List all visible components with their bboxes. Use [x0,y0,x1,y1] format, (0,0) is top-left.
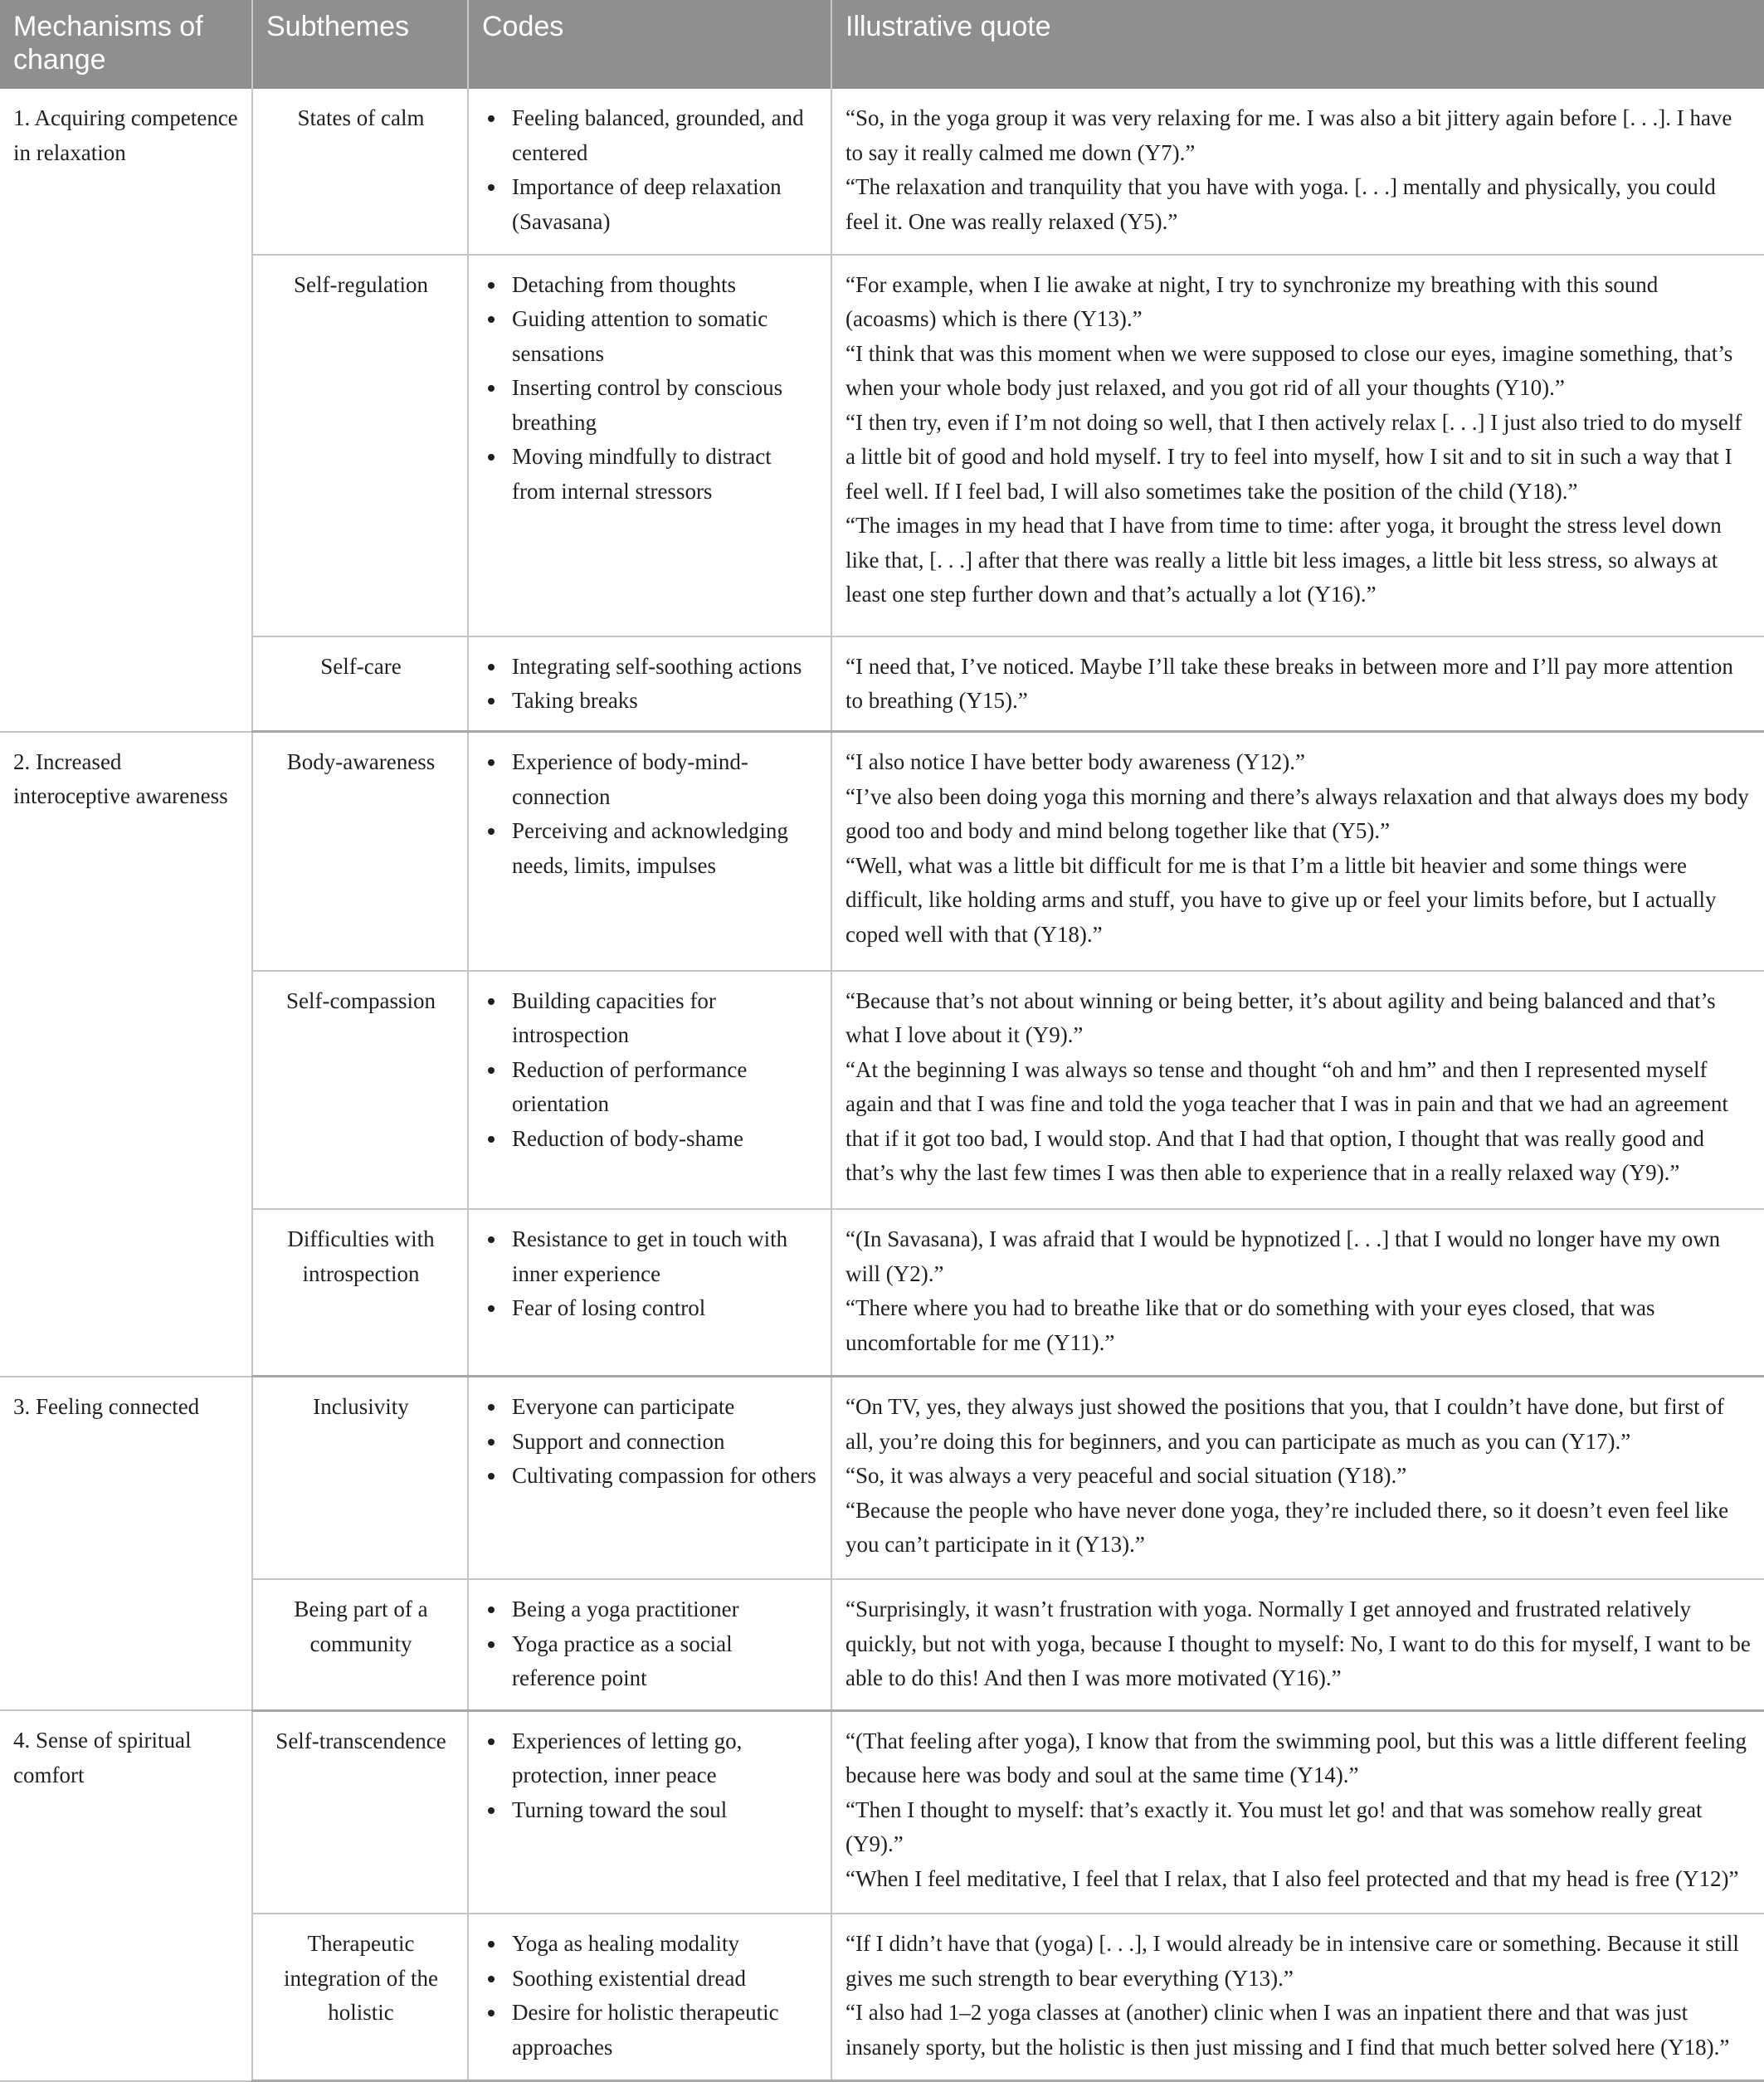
mechanism-cell: 1. Acquiring competence in relaxation [0,89,252,732]
quote-text: “I also notice I have better body awareness (Y12).” [845,749,1306,775]
quote-text: “(That feeling after yoga), I know that from the swimming pool, but this was a little different feeling because here was body and soul at the same time (Y14).” [845,1728,1747,1788]
code-item: Reduction of body-shame [482,1122,819,1157]
quote-text: “Because that’s not about winning or being better, it’s about agility and being balanced and that’s what I love about it (Y9).” [845,987,1716,1048]
code-item: Moving mindfully to distract from internal stressors [482,440,819,509]
table-body [0,89,1764,2081]
table-row [0,1377,1764,1580]
codes-list [482,268,819,510]
table-row [0,1914,1764,2081]
codes-cell [468,732,831,971]
codes-list [482,1724,819,1828]
subtheme-cell: Difficulties with introspection [252,1209,468,1376]
quote-cell [831,255,1764,636]
code-item: Resistance to get in touch with inner experience [482,1222,819,1291]
header-quote: Illustrative quote [831,0,1764,89]
quote-text: “So, it was always a very peaceful and social situation (Y18).” [845,1463,1407,1489]
quote-text: “At the beginning I was always so tense and thought “oh and hm” and then I represented myself again and that I was fine and told the yoga teacher that I was in pain and that we had an agreement that if it got too bad, I would stop. And that I had that option, I thought that was really good and that’s why the last few times I was then able to experience that in a really relaxed way (Y9).” [845,1056,1728,1186]
table-row [0,1710,1764,1914]
subtheme-cell: Self-care [252,636,468,732]
code-item: Everyone can participate [482,1390,819,1425]
table-row [0,1579,1764,1710]
code-item: Being a yoga practitioner [482,1592,819,1627]
quote-cell [831,732,1764,971]
quote-text: “The images in my head that I have from time to time: after yoga, it brought the stress level down like that, [. . .] after that there was really a little bit less images, a little bit less stress, so always at least one step further down and that’s actually a lot (Y16).” [845,513,1722,607]
quote-text: “For example, when I lie awake at night, I try to synchronize my breathing with this sound (acoasms) which is there (Y13).” [845,271,1659,332]
codes-list [482,745,819,883]
code-item: Turning toward the soul [482,1793,819,1828]
code-item: Experience of body-mind-connection [482,745,819,814]
quote-cell [831,1209,1764,1376]
quote-text: “Well, what was a little bit difficult for me is that I’m a little bit heavier and some things were difficult, like holding arms and stuff, you have to give up or feel your limits before, but I actually coped well with that (Y18).” [845,852,1717,947]
table-row [0,971,1764,1209]
quote-text: “I think that was this moment when we were supposed to close our eyes, imagine something, that’s when your whole body just relaxed, and you got rid of all your thoughts (Y10).” [845,340,1733,401]
subtheme-cell: Being part of a community [252,1579,468,1710]
code-item: Reduction of performance orientation [482,1053,819,1122]
code-item: Fear of losing control [482,1291,819,1326]
mechanism-cell: 3. Feeling connected [0,1377,252,1711]
table-row [0,636,1764,732]
codes-cell [468,89,831,255]
code-item: Taking breaks [482,684,819,719]
code-item: Building capacities for introspection [482,984,819,1053]
quote-cell [831,636,1764,732]
subtheme-cell: Self-compassion [252,971,468,1209]
mechanism-cell: 2. Increased interoceptive awareness [0,732,252,1377]
code-item: Importance of deep relaxation (Savasana) [482,170,819,239]
table-row [0,255,1764,636]
code-item: Integrating self-soothing actions [482,650,819,685]
quote-text: “When I feel meditative, I feel that I relax, that I also feel protected and that my head is free (Y12)” [845,1865,1739,1891]
quote-cell [831,1914,1764,2081]
header-mechanisms: Mechanisms of change [0,0,252,89]
quote-text: “I need that, I’ve noticed. Maybe I’ll take these breaks in between more and I’ll pay more attention to breathing (Y15).” [845,653,1733,714]
codes-list [482,650,819,719]
code-item: Guiding attention to somatic sensations [482,302,819,371]
quote-text: “(In Savasana), I was afraid that I would be hypnotized [. . .] that I would no longer have my own will (Y2).” [845,1226,1721,1286]
quote-text: “So, in the yoga group it was very relaxing for me. I was also a bit jittery again before [. . .]. I have to say it really calmed me down (Y7).” [845,105,1732,165]
quote-text: “Because the people who have never done yoga, they’re included there, so it doesn’t even feel like you can’t participate in it (Y13).” [845,1497,1729,1558]
quote-text: “Then I thought to myself: that’s exactly it. You must let go! and that was somehow really great (Y9).” [845,1797,1703,1857]
codes-cell [468,1710,831,1914]
code-item: Yoga as healing modality [482,1927,819,1962]
code-item: Detaching from thoughts [482,268,819,303]
quote-text: “The relaxation and tranquility that you have with yoga. [. . .] mentally and physically, you could feel it. One was really relaxed (Y5).” [845,174,1716,234]
subtheme-cell: Body-awareness [252,732,468,971]
quote-text: “Surprisingly, it wasn’t frustration with yoga. Normally I get annoyed and frustrated relatively quickly, but not with yoga, because I thought to myself: No, I want to do this for myself, I want to be able to do this! And then I was more motivated (Y16).” [845,1597,1751,1691]
subtheme-cell: Self-transcendence [252,1710,468,1914]
table-row [0,732,1764,971]
quote-cell [831,89,1764,255]
subtheme-cell: Self-regulation [252,255,468,636]
codes-list [482,1592,819,1696]
quote-text: “I also had 1–2 yoga classes at (another) clinic when I was an inpatient there and that was just insanely sporty, but the holistic is then just missing and I find that much better solved here (Y18).” [845,2000,1730,2060]
quote-cell [831,1579,1764,1710]
codes-list [482,1222,819,1326]
codes-cell [468,1377,831,1580]
subtheme-cell: Inclusivity [252,1377,468,1580]
codes-list [482,101,819,239]
header-subthemes: Subthemes [252,0,468,89]
codes-cell [468,1914,831,2081]
quote-cell [831,971,1764,1209]
mechanism-cell: 4. Sense of spiritual comfort [0,1710,252,2080]
code-item: Experiences of letting go, protection, inner peace [482,1724,819,1793]
code-item: Perceiving and acknowledging needs, limits, impulses [482,814,819,883]
subtheme-cell: States of calm [252,89,468,255]
codes-list [482,1927,819,2065]
header-row [0,0,1764,89]
quote-text: “I then try, even if I’m not doing so well, that I then actively relax [. . .] I just also tried to do myself a little bit of good and hold myself. I try to feel into myself, how I sit and to sit in such a way that I feel well. If I feel bad, I will also sometimes take the position of the child (Y18).” [845,409,1742,504]
code-item: Soothing existential dread [482,1962,819,1997]
quote-cell [831,1710,1764,1914]
code-item: Cultivating compassion for others [482,1459,819,1494]
quote-text: “I’ve also been doing yoga this morning and there’s always relaxation and that always does my body good too and body and mind belong together like that (Y5).” [845,783,1749,844]
code-item: Desire for holistic therapeutic approaches [482,1996,819,2065]
subtheme-cell: Therapeutic integration of the holistic [252,1914,468,2081]
table-row [0,89,1764,255]
codes-cell [468,1579,831,1710]
table-row [0,1209,1764,1376]
codes-cell [468,636,831,732]
codes-cell [468,1209,831,1376]
code-item: Inserting control by conscious breathing [482,371,819,440]
code-item: Yoga practice as a social reference point [482,1627,819,1696]
header-codes: Codes [468,0,831,89]
codes-cell [468,971,831,1209]
quote-text: “On TV, yes, they always just showed the positions that you, that I couldn’t have done, but first of all, you’re doing this for beginners, and you can participate as much as you can (Y17).” [845,1394,1724,1454]
codes-list [482,984,819,1157]
quote-cell [831,1377,1764,1580]
code-item: Feeling balanced, grounded, and centered [482,101,819,170]
quote-text: “There where you had to breathe like that or do something with your eyes closed, that was uncomfortable for me (Y11).” [845,1295,1655,1355]
code-item: Support and connection [482,1425,819,1460]
codes-cell [468,255,831,636]
quote-text: “If I didn’t have that (yoga) [. . .], I would already be in intensive care or something. Because it still gives me such strength to bear everything (Y13).” [845,1931,1739,1991]
codes-list [482,1390,819,1494]
